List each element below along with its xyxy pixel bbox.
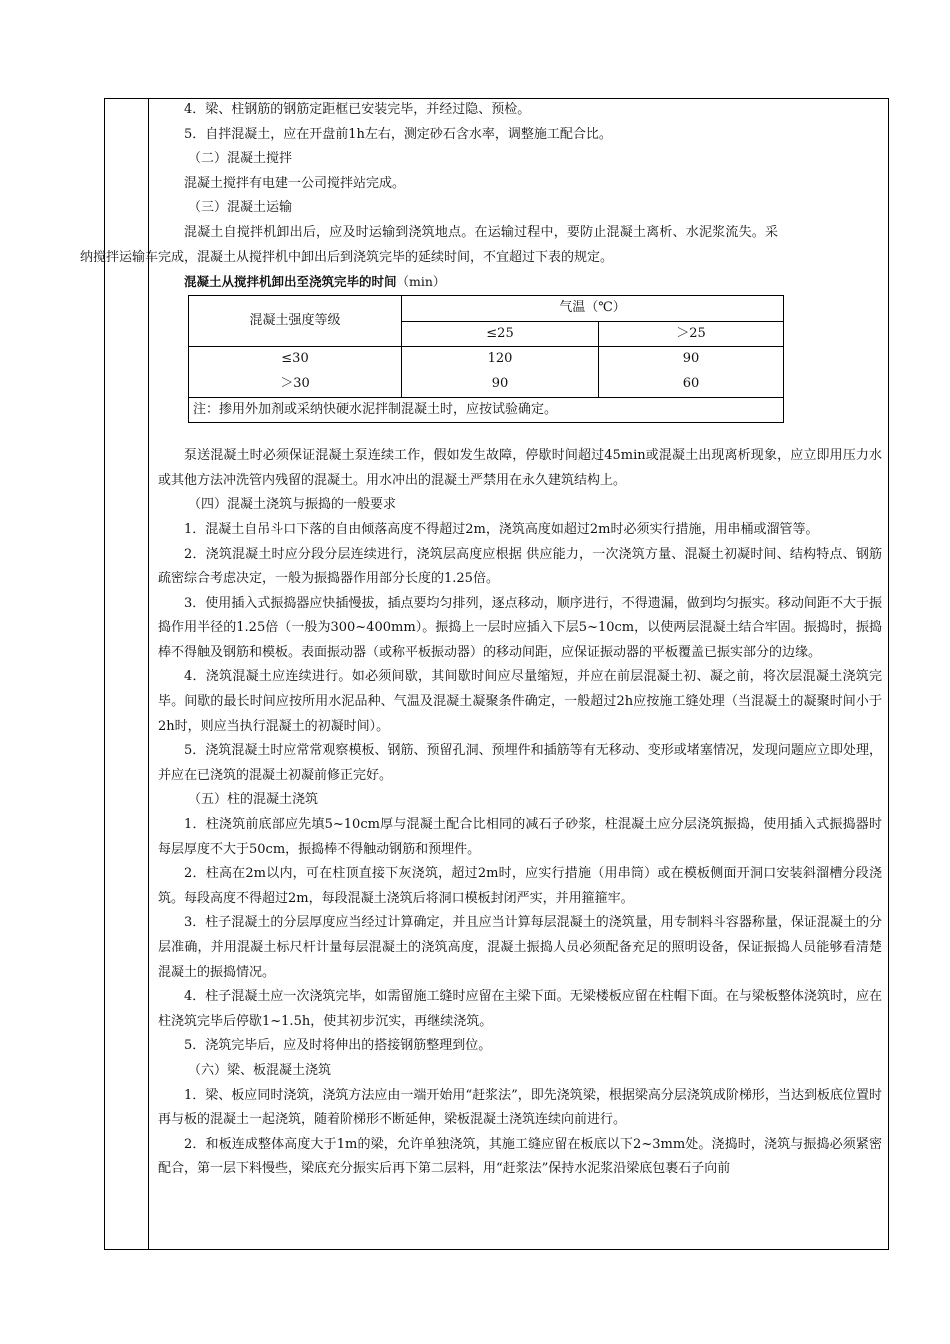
pour-item-5: 5．浇筑混凝土时应常常观察模板、钢筋、预留孔洞、预埋件和插筋等有无移动、变形或堵塞情况，发现问题应立即处理，并应在已浇筑的混凝土初凝前修正完好。	[158, 743, 882, 783]
value-cell: 90	[599, 347, 784, 372]
column-item-4: 4．柱子混凝土应一次浇筑完毕，如需留施工缝时应留在主梁下面。无梁楼板应留在柱帽下面。在与梁板整体浇筑时，应在柱浇筑完毕后停歇1~1.5h，使其初步沉实，再继续浇筑。	[158, 989, 882, 1029]
column-item-5: 5．浇筑完毕后，应及时将伸出的搭接钢筋整理到位。	[184, 1038, 492, 1054]
beam-item-1: 1．梁、板应同时浇筑，浇筑方法应由一端开始用“赶浆法”，即先浇筑梁，根据梁高分层浇筑成阶梯形，当达到板底位置时再与板的混凝土一起浇筑，随着阶梯形不断延伸，梁板混凝土浇筑连续向前进行。	[158, 1087, 882, 1128]
value-cell: 120	[402, 347, 599, 372]
value-cell: 90	[402, 372, 599, 397]
temp-header: 气温（℃）	[402, 296, 784, 322]
temp-gt25-header: ＞25	[599, 321, 784, 347]
transport-time-table	[188, 295, 784, 423]
pump-paragraph: 泵送混凝土时必须保证混凝土泵连续工作，假如发生故障，停歇时间超过45min或混凝土出现离析现象，应立即用压力水或其他方法冲洗管内残留的混凝土。用水冲出的混凝土严禁用在永久建筑结构上。	[158, 448, 882, 488]
spacer	[184, 423, 882, 444]
pour-item-1: 1．混凝土自吊斗口下落的自由倾落高度不得超过2m，浇筑高度如超过2m时必须实行措施，用串桶或溜管等。	[184, 521, 819, 537]
table-note: 注：掺用外加剂或采纳快硬水泥拌制混凝土时，应按试验确定。	[189, 397, 784, 423]
grade-cell: ≤30	[189, 347, 402, 372]
grade-header: 混凝土强度等级	[189, 296, 402, 347]
line-mixing-station: 混凝土搅拌有电建一公司搅拌站完成。	[184, 175, 406, 191]
beam-item-2: 2．和板连成整体高度大于1m的梁，允许单独浇筑，其施工缝应留在板底以下2~3mm处。浇捣时，浇筑与振捣必须紧密配合，第一层下料慢些，梁底充分振实后再下第二层料，用“赶浆法”保持水泥浆沿梁底包裹石子向前	[158, 1136, 882, 1177]
heading-column-pour: （五）柱的混凝土浇筑	[188, 792, 319, 808]
document-body	[80, 98, 882, 1182]
value-cell: 60	[599, 372, 784, 397]
temp-le25-header: ≤25	[402, 321, 599, 347]
heading-mixing: （二）混凝土搅拌	[188, 151, 293, 167]
heading-beam-slab-pour: （六）梁、板混凝土浇筑	[188, 1062, 332, 1078]
pour-item-4: 4．浇筑混凝土应连续进行。如必须间歇，其间歇时间应尽量缩短，并应在前层混凝土初、凝之前，将次层混凝土浇筑完毕。间歇的最长时间应按所用水泥品种、气温及混凝土凝聚条件确定，一般超过2h应按施工缝处理（当混凝土的凝聚时间小于2h时，则应当执行混凝土的初凝时间）。	[158, 669, 882, 734]
table-title-unit: （min）	[396, 274, 446, 290]
heading-transport: （三）混凝土运输	[188, 200, 293, 216]
line-self-mix: 5．自拌混凝土，应在开盘前1h左右，测定砂石含水率，调整施工配合比。	[184, 126, 612, 142]
table-title-text: 混凝土从搅拌机卸出至浇筑完毕的时间	[184, 274, 397, 290]
column-item-1: 1．柱浇筑前底部应先填5~10cm厚与混凝土配合比相同的减石子砂浆，柱混凝土应分层浇筑振捣，使用插入式振捣器时每层厚度不大于50cm，振捣棒不得触动钢筋和预埋件。	[158, 817, 882, 857]
grade-cell: ＞30	[189, 372, 402, 397]
table-title	[184, 270, 882, 294]
heading-pour-vibrate: （四）混凝土浇筑与振捣的一般要求	[188, 497, 397, 513]
transport-paragraph: 混凝土自搅拌机卸出后，应及时运输到浇筑地点。在运输过程中，要防止混凝土离析、水泥浆流失。采纳搅拌运输车完成，混凝土从搅拌机中卸出后到浇筑完毕的延续时间，不宜超过下表的规定。	[80, 224, 778, 265]
column-item-2: 2．柱高在2m以内，可在柱顶直接下灰浇筑，超过2m时，应实行措施（用串筒）或在模板侧面开洞口安装斜溜槽分段浇筑。每段高度不得超过2m，每段混凝土浇筑后将洞口模板封闭严实，并用箍箍牢。	[158, 866, 882, 906]
pour-item-3: 3．使用插入式振捣器应快插慢拔，插点要均匀排列，逐点移动，顺序进行，不得遗漏，做到均匀振实。移动间距不大于振捣作用半径的1.25倍（一般为300~400mm）。振捣上一层时应插入下层5~10cm，以使两层混凝土结合牢固。振捣时，振捣棒不得触及钢筋和模板。表面振动器（或称平板振动器）的移动间距，应保证振动器的平板覆盖已振实部分的边缘。	[158, 595, 882, 660]
line-steel-frame: 4．梁、柱钢筋的钢筋定距框已安装完毕，并经过隐、预检。	[184, 102, 531, 117]
column-item-3: 3．柱子混凝土的分层厚度应当经过计算确定，并且应当计算每层混凝土的浇筑量，用专制料斗容器称量，保证混凝土的分层准确，并用混凝土标尺杆计量每层混凝土的浇筑高度，混凝土振捣人员必须配备充足的照明设备，保证振捣人员能够看清楚混凝土的振捣情况。	[158, 915, 882, 980]
column-divider	[148, 99, 149, 1249]
pour-item-2: 2．浇筑混凝土时应分段分层连续进行，浇筑层高度应根据 供应能力，一次浇筑方量、混凝土初凝时间、结构特点、钢筋疏密综合考虑决定，一般为振捣器作用部分长度的1.25倍。	[158, 546, 882, 587]
